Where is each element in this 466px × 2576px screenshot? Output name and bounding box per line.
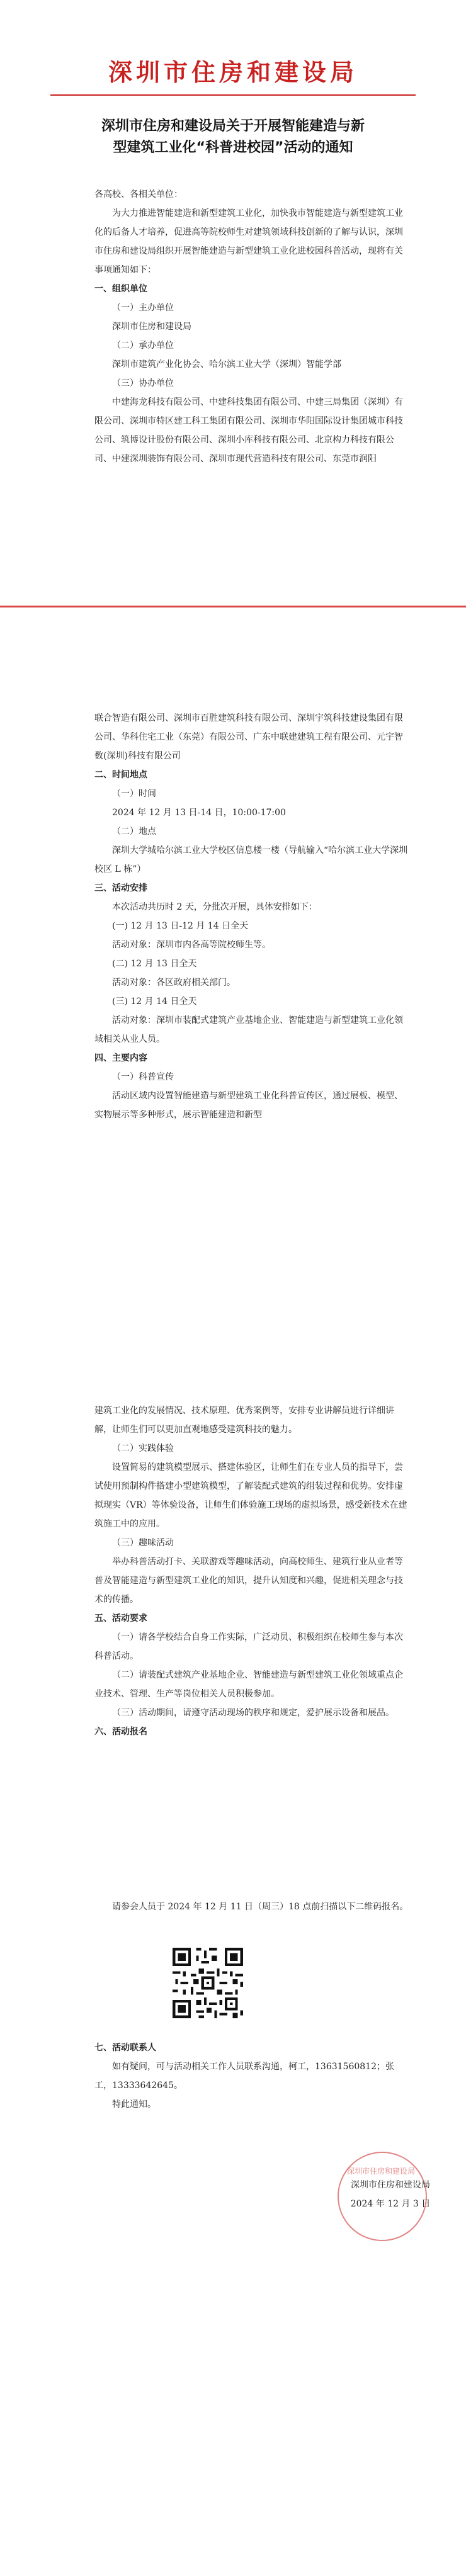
letterhead-divider [50,94,416,96]
contact-info: 如有疑问，可与活动相关工作人员联系沟通，柯工，13631560812；张工，13333642645。 [94,2062,394,2091]
place-value: 深圳大学城哈尔滨工业大学校区信息楼一楼（导航输入“哈尔滨工业大学深圳校区 L 栋”） [94,845,408,874]
content-1-text: 活动区域内设置智能建造与新型建筑工业化科普宣传区，通过展板、模型、实物展示等多种形式，展示智能建造和新型 [94,1091,403,1120]
undertaker-heading: （二）承办单位 [112,341,174,351]
schedule-3-audience: 活动对象：深圳市装配式建筑产业基地企业、智能建造与新型建筑工业化领域相关从业人员。 [94,1015,403,1044]
body-page-2 [94,709,409,1124]
section-2-heading: 二、时间地点 [94,770,147,780]
content-2-heading: （二）实践体验 [112,1443,174,1454]
closing-remark: 特此通知。 [112,2099,156,2110]
signature-block [327,2176,453,2213]
time-value: 2024 年 12 月 13 日-14 日，10:00-17:00 [112,808,286,818]
body-page-3 [94,1401,409,1741]
content-1-heading: （一）科普宣传 [112,1072,174,1082]
section-6-heading: 六、活动报名 [94,1727,147,1737]
body-page-1 [94,185,409,468]
schedule-1-date: (一) 12 月 13 日-12 月 14 日全天 [112,921,249,931]
requirement-2: （二）请装配式建筑产业基地企业、智能建造与新型建筑工业化领域重点企业技术、管理、生产等岗位相关人员积极参加。 [94,1670,403,1699]
organizer-value: 深圳市住房和建设局 [112,322,191,332]
registration-instruction: 请参会人员于 2024 年 12 月 11 日（周三）18 点前扫描以下二维码报名。 [112,1902,409,1912]
body-page-4 [94,1897,409,1916]
time-heading: （一）时间 [112,789,156,799]
content-3-heading: （三）趣味活动 [112,1538,174,1548]
schedule-2-date: (二) 12 月 13 日全天 [112,959,197,969]
intro-paragraph: 为大力推进智能建造和新型建筑工业化，加快我市智能建造与新型建筑工业化的后备人才培养，促进高等院校师生对建筑领域科技创新的了解与认识，深圳市住房和建设局组织开展智能建造与新型建筑工业化进校园科普活动，现将有关事项通知如下： [94,208,403,275]
schedule-2-audience: 活动对象：各区政府相关部门。 [112,978,236,988]
schedule-3-date: (三) 12 月 14 日全天 [112,997,197,1007]
requirement-1: （一）请各学校结合自身工作实际，广泛动员、积极组织在校师生参与本次科普活动。 [94,1632,403,1661]
place-heading: （二）地点 [112,827,156,837]
undertaker-value: 深圳市建筑产业化协会、哈尔滨工业大学（深圳）智能学部 [112,359,341,370]
issuing-organization: 深圳市住房和建设局 [108,59,358,86]
co-organizer-continued: 联合智造有限公司、深圳市百胜建筑科技有限公司、深圳宇筑科技建设集团有限公司、华科住宅工业（东莞）有限公司、广东中联建建筑工程有限公司、元宇智数(深圳)科技有限公司 [94,713,403,761]
title-line-2: 型建筑工业化“科普进校园”活动的通知 [113,140,353,155]
letterhead [50,53,416,88]
schedule-intro: 本次活动共历时 2 天，分批次开展，具体安排如下： [112,902,317,912]
title-line-1: 深圳市住房和建设局关于开展智能建造与新 [101,118,365,134]
content-3-text: 举办科普活动打卡、关联游戏等趣味活动，向高校师生、建筑行业从业者等普及智能建造与新型建筑工业化的知识，提升认知度和兴趣，促进相关理念与技术的传播。 [94,1557,403,1605]
section-1-heading: 一、组织单位 [94,284,147,294]
contact-section [94,2038,409,2114]
section-7-heading: 七、活动联系人 [94,2043,156,2053]
schedule-1-audience: 活动对象：深圳市内各高等院校师生等。 [112,940,271,950]
organizer-heading: （一）主办单位 [112,303,174,313]
content-2-text: 设置简易的建筑模型展示、搭建体验区，让师生们在专业人员的指导下，尝试使用预制构件搭建小型建筑模型，了解装配式建筑的组装过程和优势。安排虚拟现实（VR）等体验设备，让师生们体验施工现场的虚拟场景，感受新技术在建筑施工中的应用。 [94,1462,407,1529]
section-5-heading: 五、活动要求 [94,1613,147,1624]
section-3-heading: 三、活动安排 [94,883,147,893]
requirement-3: （三）活动期间，请遵守活动现场的秩序和规定，爱护展示设备和展品。 [112,1708,394,1718]
section-4-heading: 四、主要内容 [94,1053,147,1063]
seal-text: 深圳市住房和建设局 [346,2167,415,2176]
registration-qr-code[interactable] [170,1945,246,2021]
signing-date: 2024 年 12 月 3 日 [350,2199,431,2209]
content-1-continued: 建筑工业化的发展情况、技术原理、优秀案例等，安排专业讲解员进行详细讲解，让师生们可以更加直观地感受建筑科技的魅力。 [94,1406,394,1435]
page-break-line [0,606,466,607]
co-organizer-heading: （三）协办单位 [112,378,174,388]
co-organizer-value: 中建海龙科技有限公司、中建科技集团有限公司、中建三局集团（深圳）有限公司、深圳市特区建工科工集团有限公司、深圳市华阳国际设计集团城市科技公司、筑博设计股份有限公司、深圳小库科技有限公司、北京构力科技有限公司、中建深圳装饰有限公司、深圳市现代营造科技有限公司、东莞市润阳 [94,397,403,464]
signing-organization: 深圳市住房和建设局 [351,2180,430,2190]
salutation: 各高校、各相关单位： [94,189,183,200]
notice-title [66,116,400,159]
